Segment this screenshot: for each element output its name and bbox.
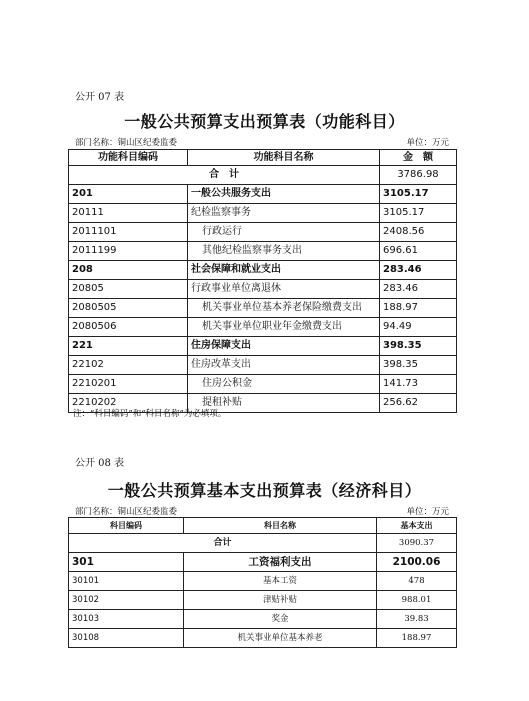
header-code: 科目编码 — [69, 518, 184, 534]
table-row — [69, 375, 457, 394]
row-code: 30101 — [69, 572, 184, 591]
row-amount: 188.97 — [377, 629, 457, 648]
table-header-row — [69, 518, 457, 534]
row-code: 301 — [69, 553, 184, 572]
economic-budget-table — [68, 517, 457, 648]
row-amount: 398.35 — [380, 337, 457, 356]
row-code: 20111 — [69, 204, 188, 223]
row-code: 2080505 — [69, 299, 188, 318]
table-row — [69, 223, 457, 242]
table-row — [69, 553, 457, 572]
row-name: 津贴补贴 — [184, 591, 377, 610]
row-code: 221 — [69, 337, 188, 356]
row-name: 行政运行 — [188, 223, 380, 242]
table-row — [69, 242, 457, 261]
department-name-2: 部门名称：铜山区纪委监委 — [75, 507, 178, 517]
row-name: 机关事业单位职业年金缴费支出 — [188, 318, 380, 337]
total-row — [69, 166, 457, 185]
unit-label-2: 单位：万元 — [406, 507, 449, 517]
row-name: 机关事业单位基本养老 — [184, 629, 377, 648]
row-code: 30103 — [69, 610, 184, 629]
table-row — [69, 280, 457, 299]
department-name: 部门名称：铜山区纪委监委 — [75, 138, 178, 148]
header-amount: 基本支出 — [377, 518, 457, 534]
row-amount: 988.01 — [377, 591, 457, 610]
row-name: 社会保障和就业支出 — [188, 261, 380, 280]
row-amount: 94.49 — [380, 318, 457, 337]
header-name: 功能科目名称 — [188, 150, 380, 166]
row-code: 201 — [69, 185, 188, 204]
row-code: 2210201 — [69, 375, 188, 394]
row-code: 30102 — [69, 591, 184, 610]
row-name: 住房保障支出 — [188, 337, 380, 356]
table-row — [69, 261, 457, 280]
table-row — [69, 318, 457, 337]
row-amount: 256.62 — [380, 394, 457, 413]
row-name: 一般公共服务支出 — [188, 185, 380, 204]
header-name: 科目名称 — [184, 518, 377, 534]
row-name: 住房公积金 — [188, 375, 380, 394]
table-row — [69, 299, 457, 318]
row-code: 2210202 — [69, 394, 188, 413]
row-amount: 3105.17 — [380, 185, 457, 204]
total-label: 合计 — [69, 534, 377, 553]
row-name: 住房改革支出 — [188, 356, 380, 375]
row-amount: 398.35 — [380, 356, 457, 375]
row-amount: 2408.56 — [380, 223, 457, 242]
row-amount: 188.97 — [380, 299, 457, 318]
row-amount: 2100.06 — [377, 553, 457, 572]
row-amount: 3105.17 — [380, 204, 457, 223]
functional-budget-table — [68, 149, 457, 413]
table-row — [69, 337, 457, 356]
table-row — [69, 185, 457, 204]
row-name: 行政事业单位离退休 — [188, 280, 380, 299]
table-number-07: 公开 07 表 — [75, 92, 125, 103]
row-name: 其他纪检监察事务支出 — [188, 242, 380, 261]
header-amount: 金 额 — [380, 150, 457, 166]
row-name: 基本工资 — [184, 572, 377, 591]
table-row — [69, 610, 457, 629]
row-code: 30108 — [69, 629, 184, 648]
row-amount: 478 — [377, 572, 457, 591]
row-amount: 696.61 — [380, 242, 457, 261]
row-name: 纪检监察事务 — [188, 204, 380, 223]
page-title-economic: 一般公共预算基本支出预算表（经济科目） — [107, 481, 422, 500]
table-row — [69, 356, 457, 375]
row-code: 2011101 — [69, 223, 188, 242]
table-number-08: 公开 08 表 — [75, 458, 125, 469]
row-name: 奖金 — [184, 610, 377, 629]
row-name: 机关事业单位基本养老保险缴费支出 — [188, 299, 380, 318]
unit-label: 单位：万元 — [406, 138, 449, 148]
total-value: 3786.98 — [380, 166, 457, 185]
row-code: 20805 — [69, 280, 188, 299]
header-code: 功能科目编码 — [69, 150, 188, 166]
row-code: 2080506 — [69, 318, 188, 337]
total-label: 合 计 — [69, 166, 380, 185]
row-code: 208 — [69, 261, 188, 280]
page-title-functional: 一般公共预算支出预算表（功能科目） — [124, 112, 405, 131]
row-name: 提租补贴 — [188, 394, 380, 413]
row-amount: 283.46 — [380, 280, 457, 299]
table-row — [69, 591, 457, 610]
row-amount: 283.46 — [380, 261, 457, 280]
row-name: 工资福利支出 — [184, 553, 377, 572]
row-amount: 141.73 — [380, 375, 457, 394]
total-row — [69, 534, 457, 553]
row-code: 22102 — [69, 356, 188, 375]
table-row — [69, 204, 457, 223]
footnote: 注：“科目编码”和“科目名称”为必填项。 — [73, 409, 227, 419]
total-value: 3090.37 — [377, 534, 457, 553]
row-code: 2011199 — [69, 242, 188, 261]
table-row — [69, 629, 457, 648]
row-amount: 39.83 — [377, 610, 457, 629]
table-row — [69, 572, 457, 591]
table-header-row — [69, 150, 457, 166]
